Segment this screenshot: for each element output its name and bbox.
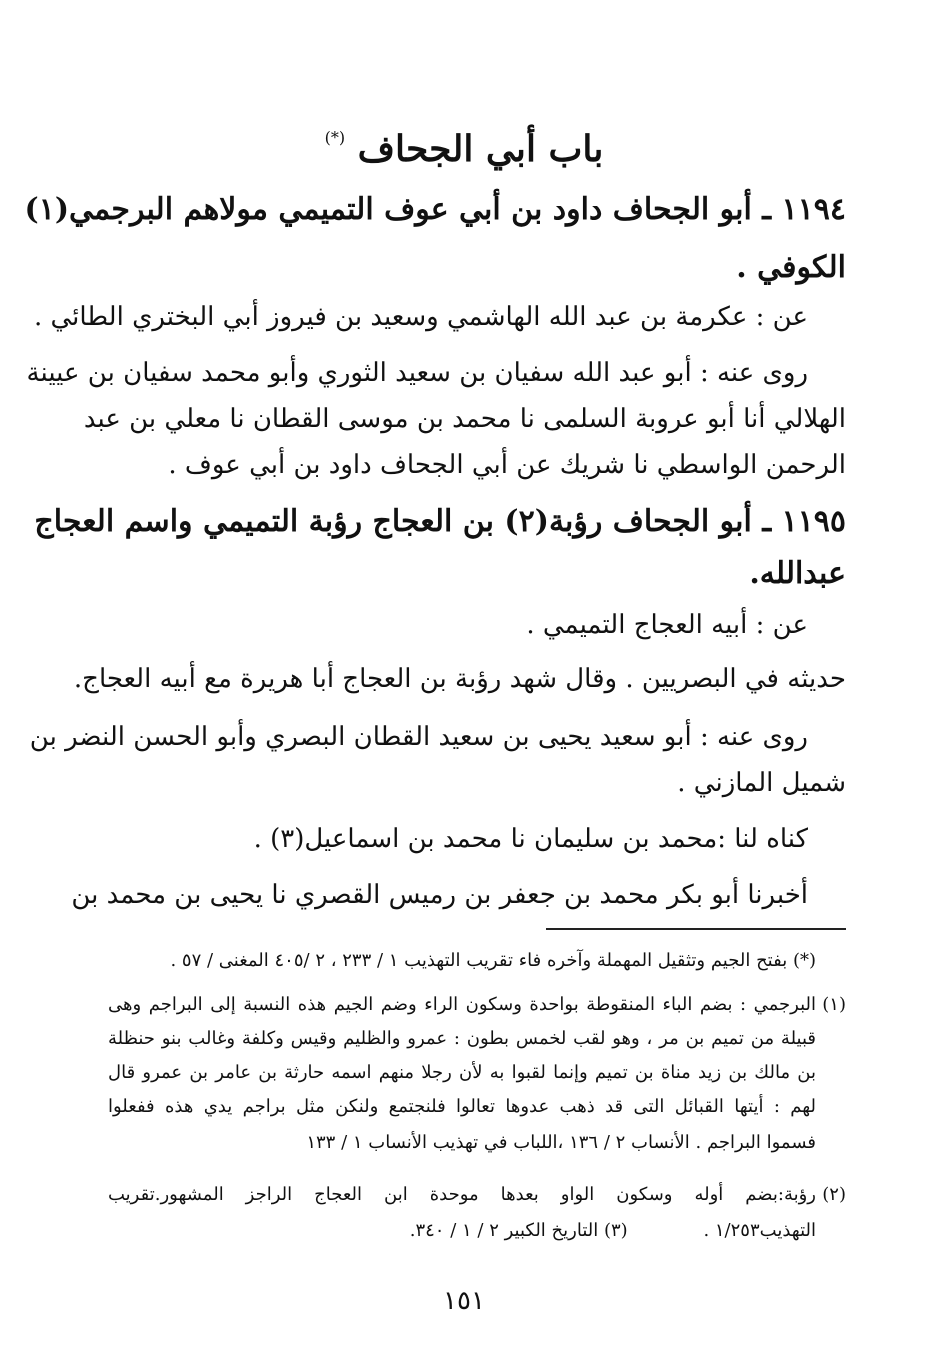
footnote-1-line-5: فسموا البراجم . الأنساب ٢ / ١٣٦ ،اللباب في تهذيب الأنساب ١ / ١٣٣ (306, 1132, 816, 1153)
entry-1194-narrated-from: عن : عكرمة بن عبد الله الهاشمي وسعيد بن فيروز أبي البختري الطائي . (33, 302, 808, 332)
footnote-1-line-3: بن مالك بن زيد مناة بن تميم وإنما لقبوا به لأن رجلا منهم اسمه حارثة بن عامر بن عمرو قال (108, 1062, 816, 1083)
chapter-title-mark: (*) (324, 128, 346, 147)
entry-1194-heading-line-2: الكوفي . (736, 250, 846, 285)
chapter-title-text: باب أبي الجحاف (357, 128, 604, 170)
entry-1195-hadith-note: حديثه في البصريين . وقال شهد رؤبة بن العجاج أبا هريرة مع أبيه العجاج. (73, 664, 846, 694)
entry-1195-kunya-source: كناه لنا :محمد بن سليمان نا محمد بن اسماعيل(٣) . (253, 824, 808, 854)
entry-1194-heading-line-1: ١١٩٤ ـ أبو الجحاف داود بن أبي عوف التميمي مولاهم البرجمي(١) (24, 192, 846, 227)
footnote-2-line-2 (108, 1220, 816, 1242)
footnote-star: (*) بفتح الجيم وتثقيل المهملة وآخره فاء تقريب التهذيب ١ / ٢٣٣ ، ٢ /٤٠٥ المغنى / ٥٧ . (170, 950, 816, 971)
entry-1195-narrated-from: عن : أبيه العجاج التميمي . (526, 610, 808, 640)
entry-1195-report-line: أخبرنا أبو بكر محمد بن جعفر بن رميس القصري نا يحيى بن محمد بن (71, 880, 808, 910)
footnote-1-number: (١) (822, 994, 846, 1015)
entry-1194-narrators-line-1: روى عنه : أبو عبد الله سفيان بن سعيد الثوري وأبو محمد سفيان بن عيينة (26, 358, 808, 388)
footnote-separator (546, 928, 846, 930)
chapter-title (0, 128, 928, 170)
page-number: ١٥١ (443, 1286, 485, 1316)
entry-1194-narrators-line-3: الرحمن الواسطي نا شريك عن أبي الجحاف داود بن أبي عوف . (168, 450, 846, 480)
entry-1195-narrators-line-2: شميل المازني . (677, 768, 846, 798)
footnote-2-number: (٢) (822, 1184, 846, 1205)
footnote-1-line-1 (108, 994, 846, 1016)
footnote-1-line-2: قبيلة من تميم بن مر ، وهو لقب لخمس بطون : عمرو والظليم وقيس وكلفة وغالب بنو حنظلة (108, 1028, 816, 1049)
footnote-2-line-1 (108, 1184, 846, 1206)
footnote-1-text-1: البرجمي : بضم الباء المنقوطة بواحدة وسكون الراء وضم الجيم هذه النسبة إلى البراجم وهى (108, 994, 816, 1015)
entry-1195-narrators-line-1: روى عنه : أبو سعيد يحيى بن سعيد القطان البصري وأبو الحسن النضر بن (29, 722, 808, 752)
entry-1195-heading-line-2: عبدالله. (749, 556, 846, 591)
footnote-1-line-4: لهم : أيتها القبائل التى قد ذهب عدوها تعالوا فلنجتمع ولنكن مثل براجم يدي هذه ففعلوا (108, 1096, 816, 1117)
footnote-3-text: (٣) التاريخ الكبير ٢ / ١ / ٣٤٠. (409, 1220, 628, 1241)
footnote-2-text-2: التهذيب١/٢٥٣ . (703, 1220, 816, 1241)
entry-1195-heading-line-1: ١١٩٥ ـ أبو الجحاف رؤبة(٢) بن العجاج رؤبة التميمي واسم العجاج (34, 504, 846, 539)
footnote-2-text-1: رؤبة:بضم أوله وسكون الواو بعدها موحدة ابن العجاج الراجز المشهور.تقريب (108, 1184, 816, 1205)
entry-1194-narrators-line-2: الهلالي أنا أبو عروبة السلمى نا محمد بن موسى القطان نا معلي بن عبد (83, 404, 846, 434)
